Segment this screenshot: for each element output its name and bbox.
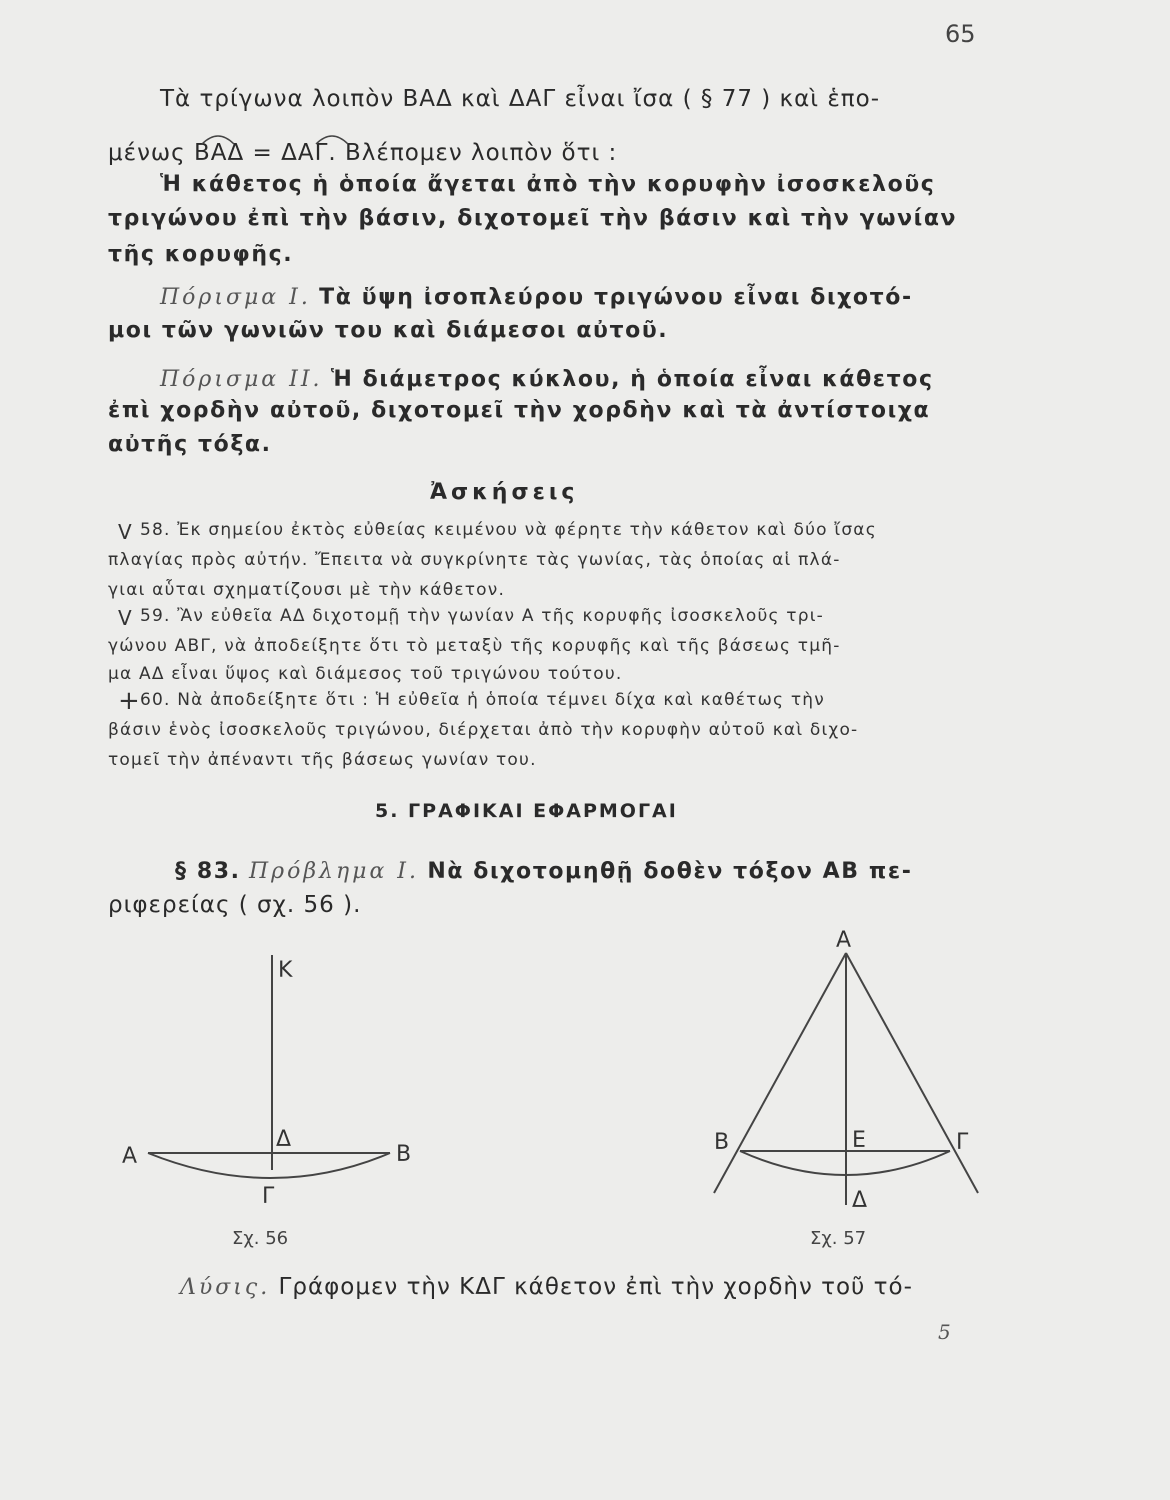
exercise-59-line: γώνου ΑΒΓ, νὰ ἀποδείξητε ὅτι τὸ μεταξὺ τῆς κορυφῆς καὶ τῆς βάσεως τμῆ- — [108, 636, 841, 656]
exercise-60-line: τομεῖ τὴν ἀπέναντι τῆς βάσεως γωνίαν του. — [108, 750, 537, 770]
solution-line — [180, 1274, 1060, 1300]
label-B: Β — [714, 1130, 730, 1155]
check-mark: V — [118, 606, 132, 630]
figure-57-caption: Σχ. 57 — [810, 1228, 867, 1249]
exercise-59-line: 59. Ἂν εὐθεῖα ΑΔ διχοτομῇ τὴν γωνίαν Α τῆς κορυφῆς ἰσοσκελοῦς τρι- — [140, 606, 825, 626]
text-line: Τὰ τρίγωνα λοιπὸν ΒΑΔ καὶ ΔΑΓ εἶναι ἴσα ( § 77 ) καὶ ἑπο- — [160, 86, 881, 112]
porisma-2-line — [160, 366, 1040, 392]
problem-line-2: ριφερείας ( σχ. 56 ). — [108, 892, 362, 918]
figure-57 — [700, 925, 1000, 1225]
text-line: μένως ΒΑΔ = ΔΑΓ. Βλέπομεν λοιπὸν ὅτι : — [108, 140, 618, 166]
side-AB-line — [714, 953, 846, 1193]
figure-56-caption: Σχ. 56 — [232, 1228, 289, 1249]
exercise-60-line: βάσιν ἑνὸς ἰσοσκελοῦς τριγώνου, διέρχεται ἀπὸ τὴν κορυφὴν αὐτοῦ καὶ διχο- — [108, 720, 859, 740]
porisma-2-line-2: ἐπὶ χορδὴν αὐτοῦ, διχοτομεῖ τὴν χορδὴν καὶ τὰ ἀντίστοιχα — [108, 398, 931, 423]
problem-number: § 83. — [175, 859, 241, 884]
exercise-60-line: 60. Νὰ ἀποδείξητε ὅτι : Ἡ εὐθεῖα ἡ ὁποία τέμνει δίχα καὶ καθέτως τὴν — [140, 690, 825, 710]
label-E: Ε — [852, 1128, 866, 1153]
exercise-58-line: 58. Ἐκ σημείου ἐκτὸς εὐθείας κειμένου νὰ φέρητε τὴν κάθετον καὶ δύο ἴσας — [140, 520, 877, 540]
check-mark: V — [118, 520, 132, 544]
label-G: Γ — [956, 1130, 969, 1155]
exercise-58-line: γιαι αὗται σχηματίζουσι μὲ τὴν κάθετον. — [108, 580, 506, 600]
label-G: Γ — [262, 1184, 275, 1209]
label-A: Α — [122, 1144, 138, 1169]
label-A: Α — [836, 928, 852, 953]
problem-label: Πρόβλημα Ι. — [248, 859, 419, 884]
cross-mark: + — [118, 686, 140, 716]
porisma-2-line-3: αὐτῆς τόξα. — [108, 432, 272, 457]
problem-line — [175, 858, 1055, 884]
theorem-line: τριγώνου ἐπὶ τὴν βάσιν, διχοτομεῖ τὴν βάσιν καὶ τὴν γωνίαν — [108, 206, 958, 231]
theorem-line: τῆς κορυφῆς. — [108, 242, 294, 267]
arc-line — [148, 1153, 390, 1178]
porisma-1-line-2: μοι τῶν γωνιῶν του καὶ διάμεσοι αὐτοῦ. — [108, 318, 669, 343]
theorem-line: Ἡ κάθετος ἡ ὁποία ἄγεται ἀπὸ τὴν κορυφὴν ἰσοσκελοῦς — [160, 172, 936, 197]
exercises-heading: Ἀσκήσεις — [430, 480, 579, 505]
porisma-2-label: Πόρισμα ΙΙ. — [160, 367, 323, 392]
porisma-1-line — [160, 284, 1040, 310]
exercise-58-line: πλαγίας πρὸς αὐτήν. Ἔπειτα νὰ συγκρίνητε τὰς γωνίας, τὰς ὁποίας αἱ πλά- — [108, 550, 841, 570]
porisma-1-text: Τὰ ὕψη ἰσοπλεύρου τριγώνου εἶναι διχοτό- — [319, 285, 913, 310]
exercise-59-line: μα ΑΔ εἶναι ὕψος καὶ διάμεσος τοῦ τριγώνου τούτου. — [108, 664, 623, 684]
figure-56 — [110, 935, 450, 1225]
footer-signature-number: 5 — [938, 1320, 951, 1344]
porisma-1-label: Πόρισμα Ι. — [160, 285, 311, 310]
section-heading: 5. ΓΡΑΦΙΚΑΙ ΕΦΑΡΜΟΓΑΙ — [375, 800, 678, 822]
page-number: 65 — [945, 20, 976, 48]
solution-text: Γράφομεν τὴν ΚΔΓ κάθετον ἐπὶ τὴν χορδὴν τοῦ τό- — [278, 1274, 913, 1300]
label-B: Β — [396, 1142, 412, 1167]
side-AG-line — [846, 953, 978, 1193]
angle-hat-marks — [198, 128, 368, 148]
porisma-2-text: Ἡ διάμετρος κύκλου, ἡ ὁποία εἶναι κάθετος — [330, 367, 934, 392]
solution-label: Λύσις. — [180, 1275, 271, 1300]
problem-text: Νὰ διχοτομηθῇ δοθὲν τόξον ΑΒ πε- — [427, 859, 913, 884]
label-D: Δ — [276, 1127, 292, 1152]
label-K: Κ — [278, 958, 293, 983]
label-D: Δ — [852, 1188, 868, 1213]
